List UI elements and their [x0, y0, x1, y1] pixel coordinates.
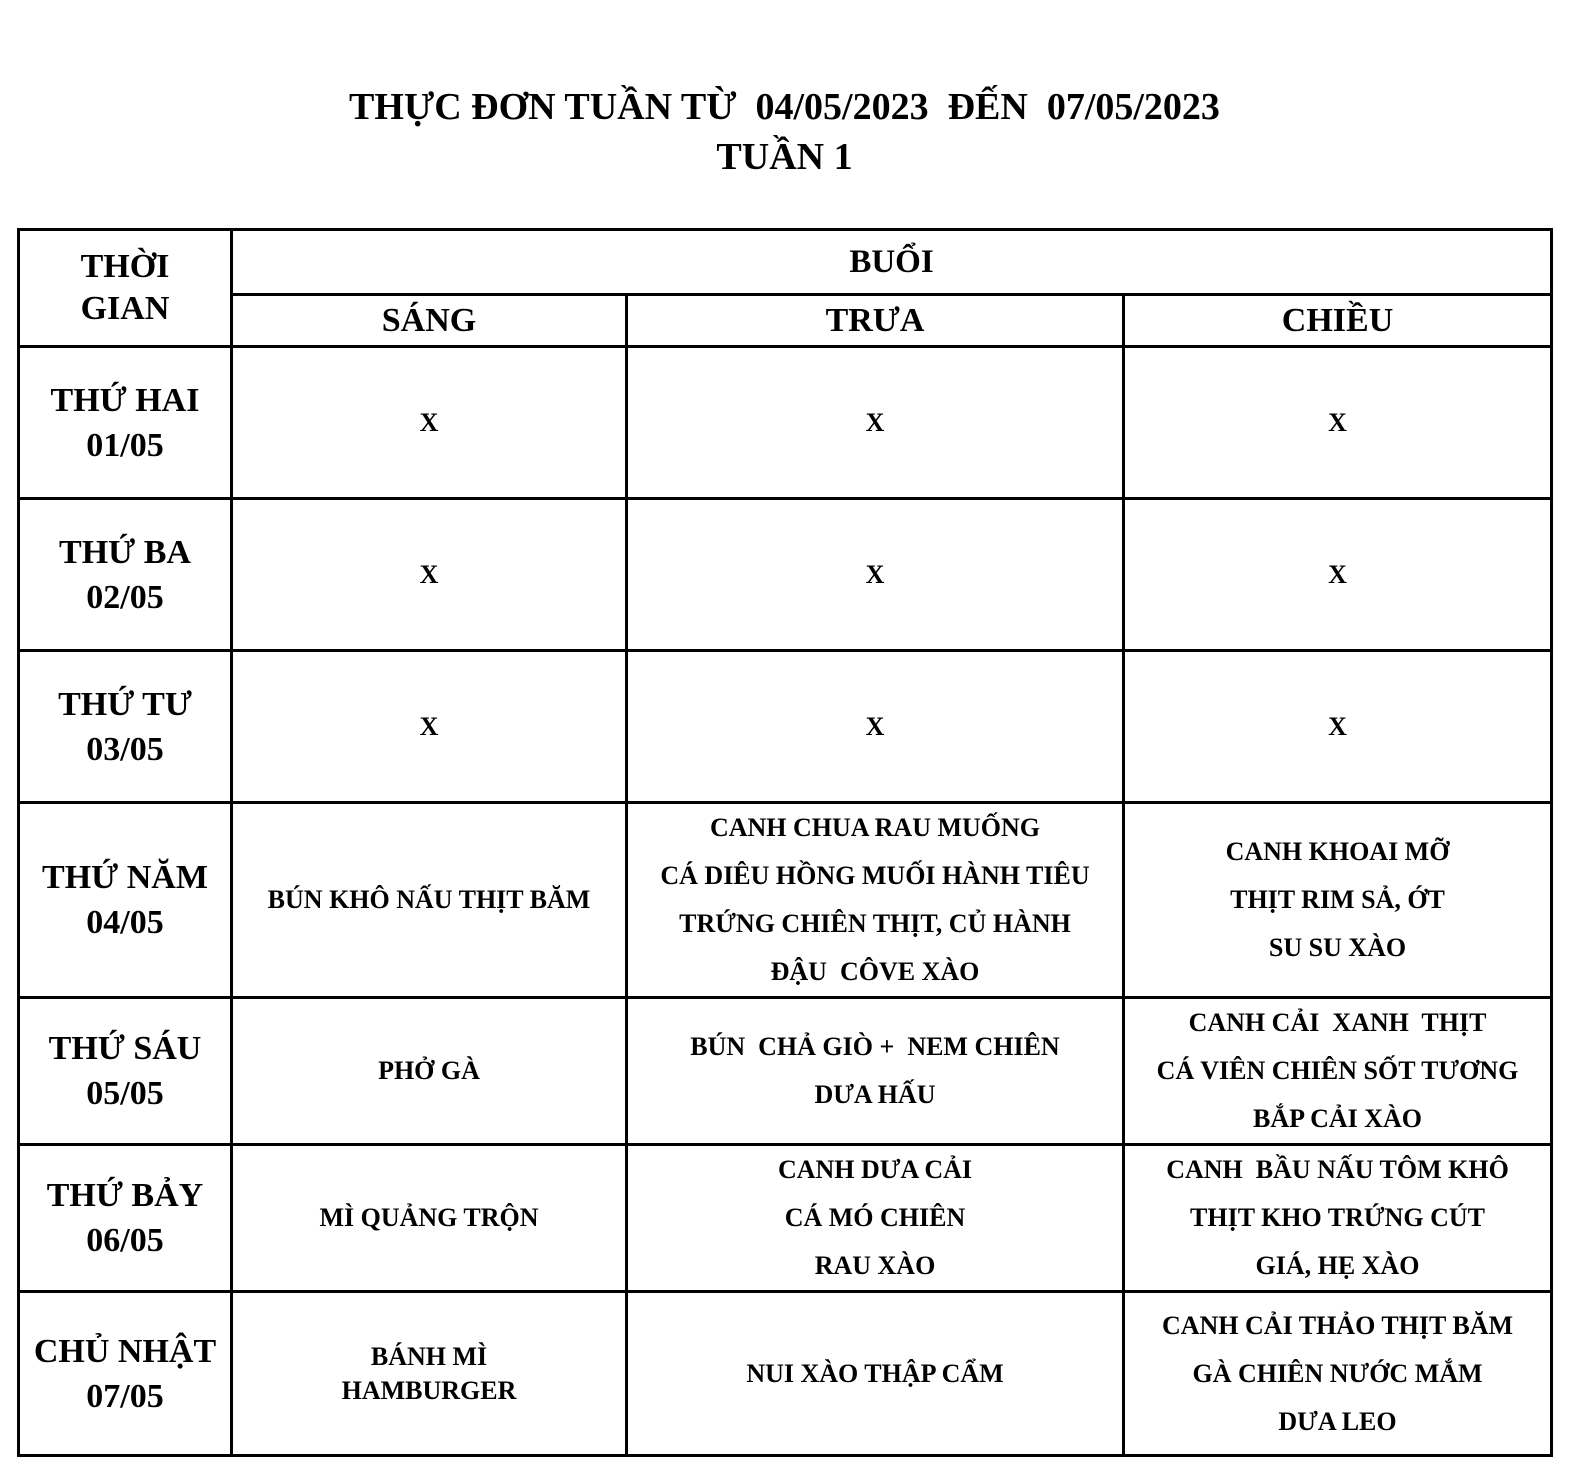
- meal-item: X: [865, 559, 885, 589]
- meal-item: THỊT KHO TRỨNG CÚT: [1190, 1203, 1485, 1232]
- meal-cell-sang: [232, 651, 627, 803]
- menu-row: [19, 499, 1552, 651]
- meal-item: SU SU XÀO: [1268, 933, 1407, 962]
- time-header-line-2: GIAN: [80, 290, 170, 327]
- menu-title: THỰC ĐƠN TUẦN TỪ 04/05/2023 ĐẾN 07/05/2023: [349, 86, 1220, 128]
- day-date: 01/05: [86, 426, 164, 464]
- menu-row: [19, 998, 1552, 1145]
- menu-week: TUẦN 1: [716, 136, 853, 178]
- day-date: 06/05: [86, 1222, 164, 1259]
- meal-item: TRỨNG CHIÊN THỊT, CỦ HÀNH: [679, 909, 1071, 938]
- meal-cell-sang: [232, 347, 627, 499]
- day-name: THỨ TƯ: [58, 685, 192, 723]
- menu-row: [19, 347, 1552, 499]
- meal-item: GIÁ, HẸ XÀO: [1255, 1251, 1420, 1280]
- meal-cell-sang: [232, 803, 627, 998]
- day-name: THỨ HAI: [50, 381, 200, 419]
- meal-item: BÚN CHẢ GIÒ + NEM CHIÊN: [690, 1032, 1060, 1061]
- meal-item: PHỞ GÀ: [378, 1056, 480, 1085]
- meal-cell-chieu: [1124, 347, 1552, 499]
- meal-item: RAU XÀO: [814, 1251, 936, 1280]
- meal-cell-chieu: [1124, 651, 1552, 803]
- menu-row: [19, 803, 1552, 998]
- day-cell: [19, 803, 232, 998]
- meal-cell-chieu: [1124, 803, 1552, 998]
- day-cell: [19, 499, 232, 651]
- menu-row: [19, 1292, 1552, 1456]
- meal-cell-sang: [232, 998, 627, 1145]
- day-cell: [19, 651, 232, 803]
- meal-cell-trua: [627, 803, 1124, 998]
- column-header-chieu: CHIỀU: [1124, 295, 1552, 347]
- day-name: THỨ SÁU: [48, 1030, 202, 1067]
- day-date: 02/05: [86, 578, 164, 616]
- menu-body: [19, 347, 1552, 1456]
- meal-cell-trua: [627, 1292, 1124, 1456]
- meal-item: ĐẬU CÔVE XÀO: [770, 957, 980, 986]
- meal-item: X: [1328, 407, 1347, 437]
- meal-cell-trua: [627, 651, 1124, 803]
- day-date: 07/05: [86, 1377, 164, 1415]
- meal-item: THỊT RIM SẢ, ỚT: [1230, 885, 1445, 914]
- menu-row: [19, 1145, 1552, 1292]
- day-name: THỨ BA: [59, 533, 191, 571]
- meal-cell-trua: [627, 499, 1124, 651]
- meal-item: X: [865, 711, 885, 741]
- day-cell: [19, 1292, 232, 1456]
- meal-cell-chieu: [1124, 1292, 1552, 1456]
- meal-cell-sang: [232, 1145, 627, 1292]
- day-cell: [19, 347, 232, 499]
- meal-item: CÁ VIÊN CHIÊN SỐT TƯƠNG: [1156, 1056, 1519, 1085]
- meal-item: CANH DƯA CẢI: [777, 1155, 973, 1184]
- meal-item: X: [419, 711, 439, 741]
- day-date: 05/05: [86, 1075, 164, 1112]
- day-name: THỨ BẢY: [46, 1177, 204, 1214]
- meal-cell-trua: [627, 998, 1124, 1145]
- meal-cell-chieu: [1124, 499, 1552, 651]
- meal-item: X: [1328, 559, 1347, 589]
- meal-cell-sang: [232, 499, 627, 651]
- day-name: CHỦ NHẬT: [33, 1332, 217, 1370]
- menu-row: [19, 651, 1552, 803]
- meal-cell-trua: [627, 1145, 1124, 1292]
- meal-item: HAMBURGER: [341, 1375, 517, 1405]
- meal-item: DƯA LEO: [1278, 1406, 1397, 1436]
- weekly-menu-table: [17, 228, 1553, 1457]
- meal-item: GÀ CHIÊN NƯỚC MẮM: [1192, 1358, 1483, 1388]
- meal-item: BẮP CẢI XÀO: [1253, 1104, 1423, 1133]
- meal-item: CÁ DIÊU HỒNG MUỐI HÀNH TIÊU: [660, 861, 1090, 890]
- session-header: BUỔI: [232, 230, 1552, 295]
- day-date: 03/05: [86, 730, 164, 768]
- meal-item: CANH CẢI THẢO THỊT BĂM: [1161, 1310, 1514, 1340]
- meal-item: CÁ MÓ CHIÊN: [784, 1203, 966, 1232]
- meal-item: MÌ QUẢNG TRỘN: [319, 1203, 539, 1232]
- meal-item: X: [865, 407, 885, 437]
- meal-item: CANH CHUA RAU MUỐNG: [709, 813, 1041, 842]
- meal-item: CANH BẦU NẤU TÔM KHÔ: [1166, 1155, 1509, 1184]
- meal-item: BÁNH MÌ: [370, 1341, 488, 1371]
- meal-item: NUI XÀO THẬP CẨM: [746, 1358, 1004, 1388]
- day-name: THỨ NĂM: [42, 859, 208, 896]
- day-cell: [19, 1145, 232, 1292]
- meal-item: X: [419, 407, 439, 437]
- meal-item: X: [419, 559, 439, 589]
- meal-cell-trua: [627, 347, 1124, 499]
- day-date: 04/05: [86, 904, 164, 941]
- meal-item: X: [1328, 711, 1347, 741]
- meal-cell-chieu: [1124, 1145, 1552, 1292]
- meal-cell-chieu: [1124, 998, 1552, 1145]
- day-cell: [19, 998, 232, 1145]
- meal-item: BÚN KHÔ NẤU THỊT BĂM: [267, 885, 591, 914]
- time-header-line-1: THỜI: [80, 248, 170, 285]
- column-header-trua: TRƯA: [627, 295, 1124, 347]
- meal-item: CANH KHOAI MỠ: [1225, 837, 1450, 866]
- column-header-sang: SÁNG: [232, 295, 627, 347]
- meal-cell-sang: [232, 1292, 627, 1456]
- meal-item: CANH CẢI XANH THỊT: [1188, 1008, 1487, 1037]
- meal-item: DƯA HẤU: [814, 1080, 936, 1109]
- time-column-header: [19, 230, 232, 347]
